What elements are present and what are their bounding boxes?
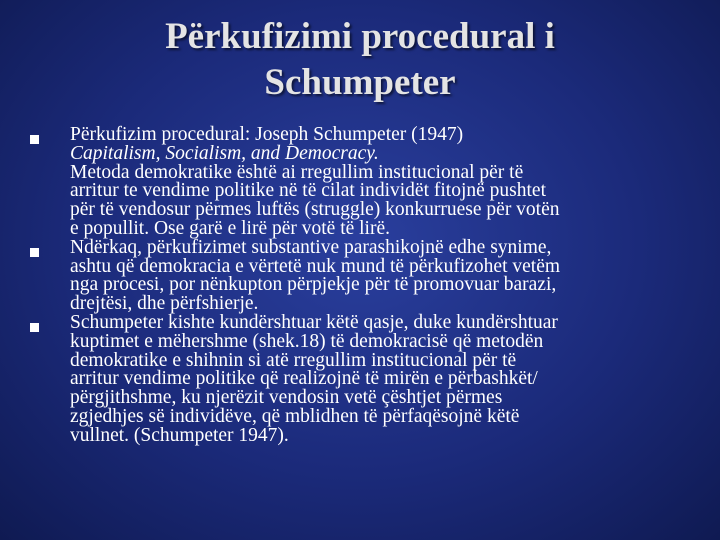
text-line: e popullit. Ose garë e lirë për votë të lirë. [70,217,390,239]
square-bullet-icon [30,248,39,257]
text-line: drejtësi, dhe përfshierje. [70,293,259,315]
text-line: ashtu që demokracia e vërtetë nuk mund të përkufizohet vetëm [70,255,561,277]
text-line: kuptimet e mëhershme (shek.18) të demokracisë që metodën [70,330,544,352]
text-line: Metoda demokratike është ai rregullim institucional për të [70,161,524,183]
bullet-item-substantive-definitions [26,236,686,315]
bullet-list [26,126,686,446]
book-title-line: Capitalism, Socialism, and Democracy. [70,142,379,164]
bullet-text [70,126,686,239]
text-line: arritur te vendime politike në të cilat individët fitojnë pushtet [70,180,546,202]
text-line: demokratike e shihnin si atë rregullim institucional për të [70,349,517,371]
bullet-item-schumpeter-critique [26,311,686,446]
text-line: vullnet. (Schumpeter 1947). [70,424,289,446]
slide-title [0,14,720,106]
bullet-item-procedural-definition [26,126,686,239]
text-line: përgjithshme, ku njerëzit vendosin vetë çështjet përmes [70,387,503,409]
square-bullet-icon [30,135,39,144]
bullet-text [70,236,686,315]
text-line: nga procesi, por nënkupton përpjekje për të promovuar barazi, [70,274,557,296]
title-line-2: Schumpeter [264,62,456,103]
bullet-text [70,311,686,446]
text-line: Schumpeter kishte kundërshtuar këtë qasje, duke kundërshtuar [70,311,558,333]
text-line: për të vendosur përmes luftës (struggle) konkurruese për votën [70,199,560,221]
text-line: Përkufizim procedural: Joseph Schumpeter (1947) [70,124,464,145]
text-line: zgjedhjes së individëve, që mblidhen të përfaqësojnë këtë [70,405,520,427]
text-line: Ndërkaq, përkufizimet substantive parashikojnë edhe synime, [70,236,552,258]
text-line: arritur vendime politike që realizojnë të mirën e përbashkët/ [70,368,538,390]
title-line-1: Përkufizimi procedural i [165,16,555,57]
square-bullet-icon [30,323,39,332]
